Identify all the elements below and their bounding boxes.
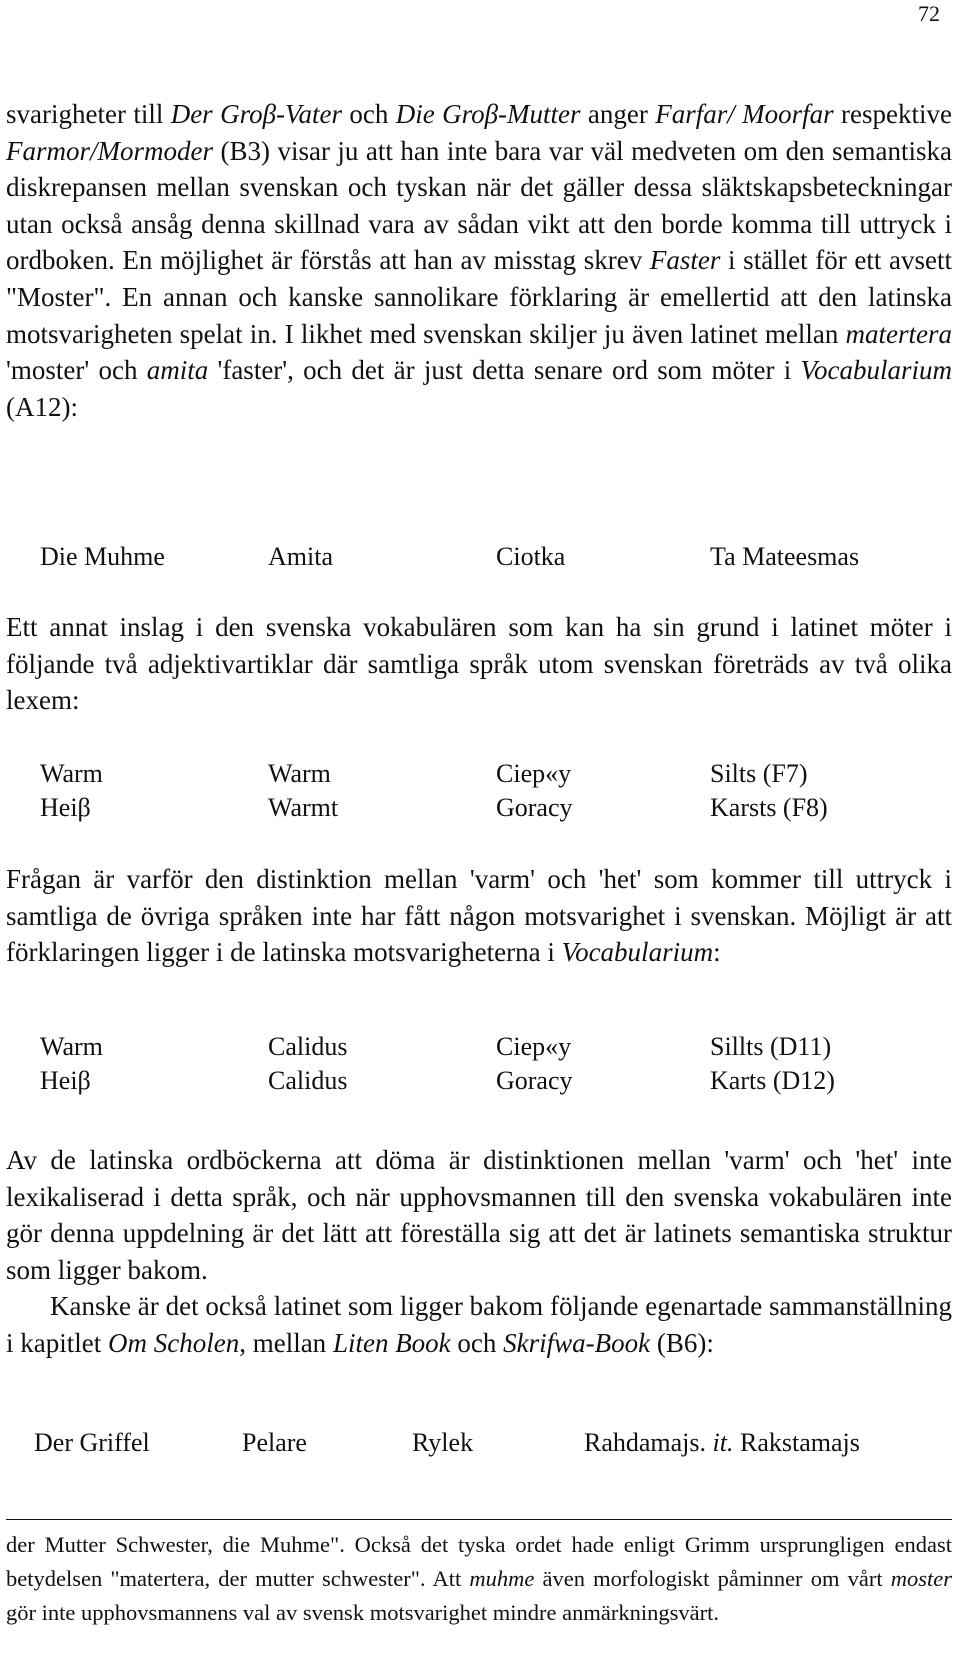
example-cell: Warm	[40, 1032, 103, 1061]
italic-term: amita	[146, 355, 209, 386]
text: der Mutter Schwester, die Muhme". Också det tyska ordet hade enligt Grimm ursprungligen endast betydelsen "matertera, der mutter schwester". Att	[6, 1532, 952, 1591]
example-cell: Ciep«y	[496, 1032, 572, 1061]
example-cell: Heiβ	[40, 1066, 91, 1095]
text: Rahdamajs.	[584, 1428, 713, 1457]
italic-term: Skrifwa-Book	[503, 1327, 651, 1358]
italic-term: it.	[712, 1428, 734, 1457]
text: 'moster' och	[6, 355, 147, 386]
italic-term: Die Groβ-Mutter	[395, 99, 581, 129]
italic-term: Om Scholen	[107, 1327, 240, 1358]
example-cell: Ciotka	[496, 542, 566, 571]
paragraph-2: Ett annat inslag i den svenska vokabulären som kan ha sin grund i latinet möter i följande två adjektivartiklar där samtliga språk utom svenskan företräds av två olika lexem:	[6, 612, 952, 716]
example-cell: Rylek	[412, 1428, 474, 1457]
example-cell: Ciep«y	[496, 759, 572, 788]
example-cell: Ta Mateesmas	[710, 542, 860, 571]
example-table-1	[40, 540, 940, 574]
text: (B6):	[650, 1327, 714, 1358]
italic-term: moster	[890, 1566, 952, 1591]
paragraph-4	[6, 1142, 952, 1362]
example-cell: Karsts (F8)	[710, 793, 828, 822]
example-cell: Warm	[40, 759, 103, 788]
text: , mellan	[239, 1327, 333, 1358]
text: Frågan är varför den distinktion mellan 'varm' och 'het' som kommer till uttryck i samtliga de övriga språken inte har fått någon motsvarighet i svenskan. Möjligt är att förklaringen ligger i de latinska motsvarigheterna i	[6, 864, 952, 968]
example-table-3	[40, 1030, 940, 1098]
example-cell: Warmt	[268, 793, 339, 822]
footnote	[6, 1528, 952, 1630]
example-row	[40, 540, 940, 574]
example-cell: Heiβ	[40, 793, 91, 822]
italic-term: Vocabularium	[561, 937, 714, 968]
italic-term: Faster	[649, 245, 721, 276]
example-cell: Pelare	[242, 1428, 307, 1457]
text: gör inte upphovsmannens val av svensk motsvarighet mindre anmärkningsvärt.	[6, 1600, 719, 1625]
italic-term: Der Groβ-Vater	[170, 99, 343, 129]
text: (B3) visar ju att han inte bara var väl medveten om den semantiska diskrepansen mellan svenskan och tyskan när det gäller dessa släktskapsbeteckningar utan också ansåg denna skillnad vara av sådan vikt att den borde komma till uttryck i ordboken. En möjlighet är förstås att han av misstag skrev	[6, 135, 952, 276]
example-cell: Der Griffel	[34, 1428, 150, 1457]
example-cell: Silts (F7)	[710, 759, 808, 788]
text: (A12):	[6, 391, 78, 422]
example-row	[34, 1426, 934, 1460]
italic-term: matertera	[845, 318, 952, 349]
text: och	[342, 99, 396, 129]
example-table-2	[40, 757, 940, 825]
example-cell: Calidus	[268, 1066, 348, 1095]
text: svarigheter till	[6, 99, 171, 129]
paragraph-4-text: Av de latinska ordböckerna att döma är distinktionen mellan 'varm' och 'het' inte lexikaliserad i detta språk, och när upphovsmannen till den svenska vokabulären inte gör denna uppdelning är det lätt att föreställa sig att det är latinets semantiska struktur som ligger bakom.	[6, 1145, 952, 1285]
footnote-divider	[6, 1519, 952, 1520]
italic-term: Farfar/ Moorfar	[655, 99, 834, 129]
italic-term: Liten Book	[332, 1327, 451, 1358]
italic-term: Vocabularium	[800, 355, 952, 386]
example-cell	[584, 1426, 860, 1460]
paragraph-5	[6, 1288, 952, 1361]
text: Kanske är det också latinet som ligger bakom följande egenartade sammanställning i kapitlet	[6, 1291, 952, 1358]
example-row	[40, 1064, 940, 1098]
example-cell: Die Muhme	[40, 542, 165, 571]
example-row	[40, 757, 940, 791]
example-cell: Calidus	[268, 1032, 348, 1061]
example-cell: Warm	[268, 759, 331, 788]
example-cell: Karts (D12)	[710, 1066, 835, 1095]
paragraph-1	[6, 96, 952, 425]
example-row	[40, 791, 940, 825]
page-number: 72	[918, 1, 940, 26]
example-row	[40, 1030, 940, 1064]
text: även morfologiskt påminner om vårt	[534, 1566, 891, 1591]
italic-term: muhme	[469, 1566, 535, 1591]
text: 'faster', och det är just detta senare ord som möter i	[208, 355, 801, 386]
text: Rakstamajs	[733, 1428, 860, 1457]
paragraph-3	[6, 861, 952, 971]
example-cell: Sillts (D11)	[710, 1032, 832, 1061]
example-table-4	[34, 1426, 934, 1460]
text: :	[713, 937, 721, 968]
italic-term: Farmor/Mormoder	[6, 135, 213, 166]
example-cell: Amita	[268, 542, 333, 571]
text: respektive	[833, 99, 952, 129]
text: anger	[580, 99, 656, 129]
example-cell: Goracy	[496, 793, 573, 822]
text: i stället för ett avsett "Moster". En annan och kanske sannolikare förklaring är emellertid att den latinska motsvarigheten spelat in. I likhet med svenskan skiljer ju även latinet mellan	[6, 245, 953, 349]
example-cell: Goracy	[496, 1066, 573, 1095]
text: och	[450, 1327, 504, 1358]
